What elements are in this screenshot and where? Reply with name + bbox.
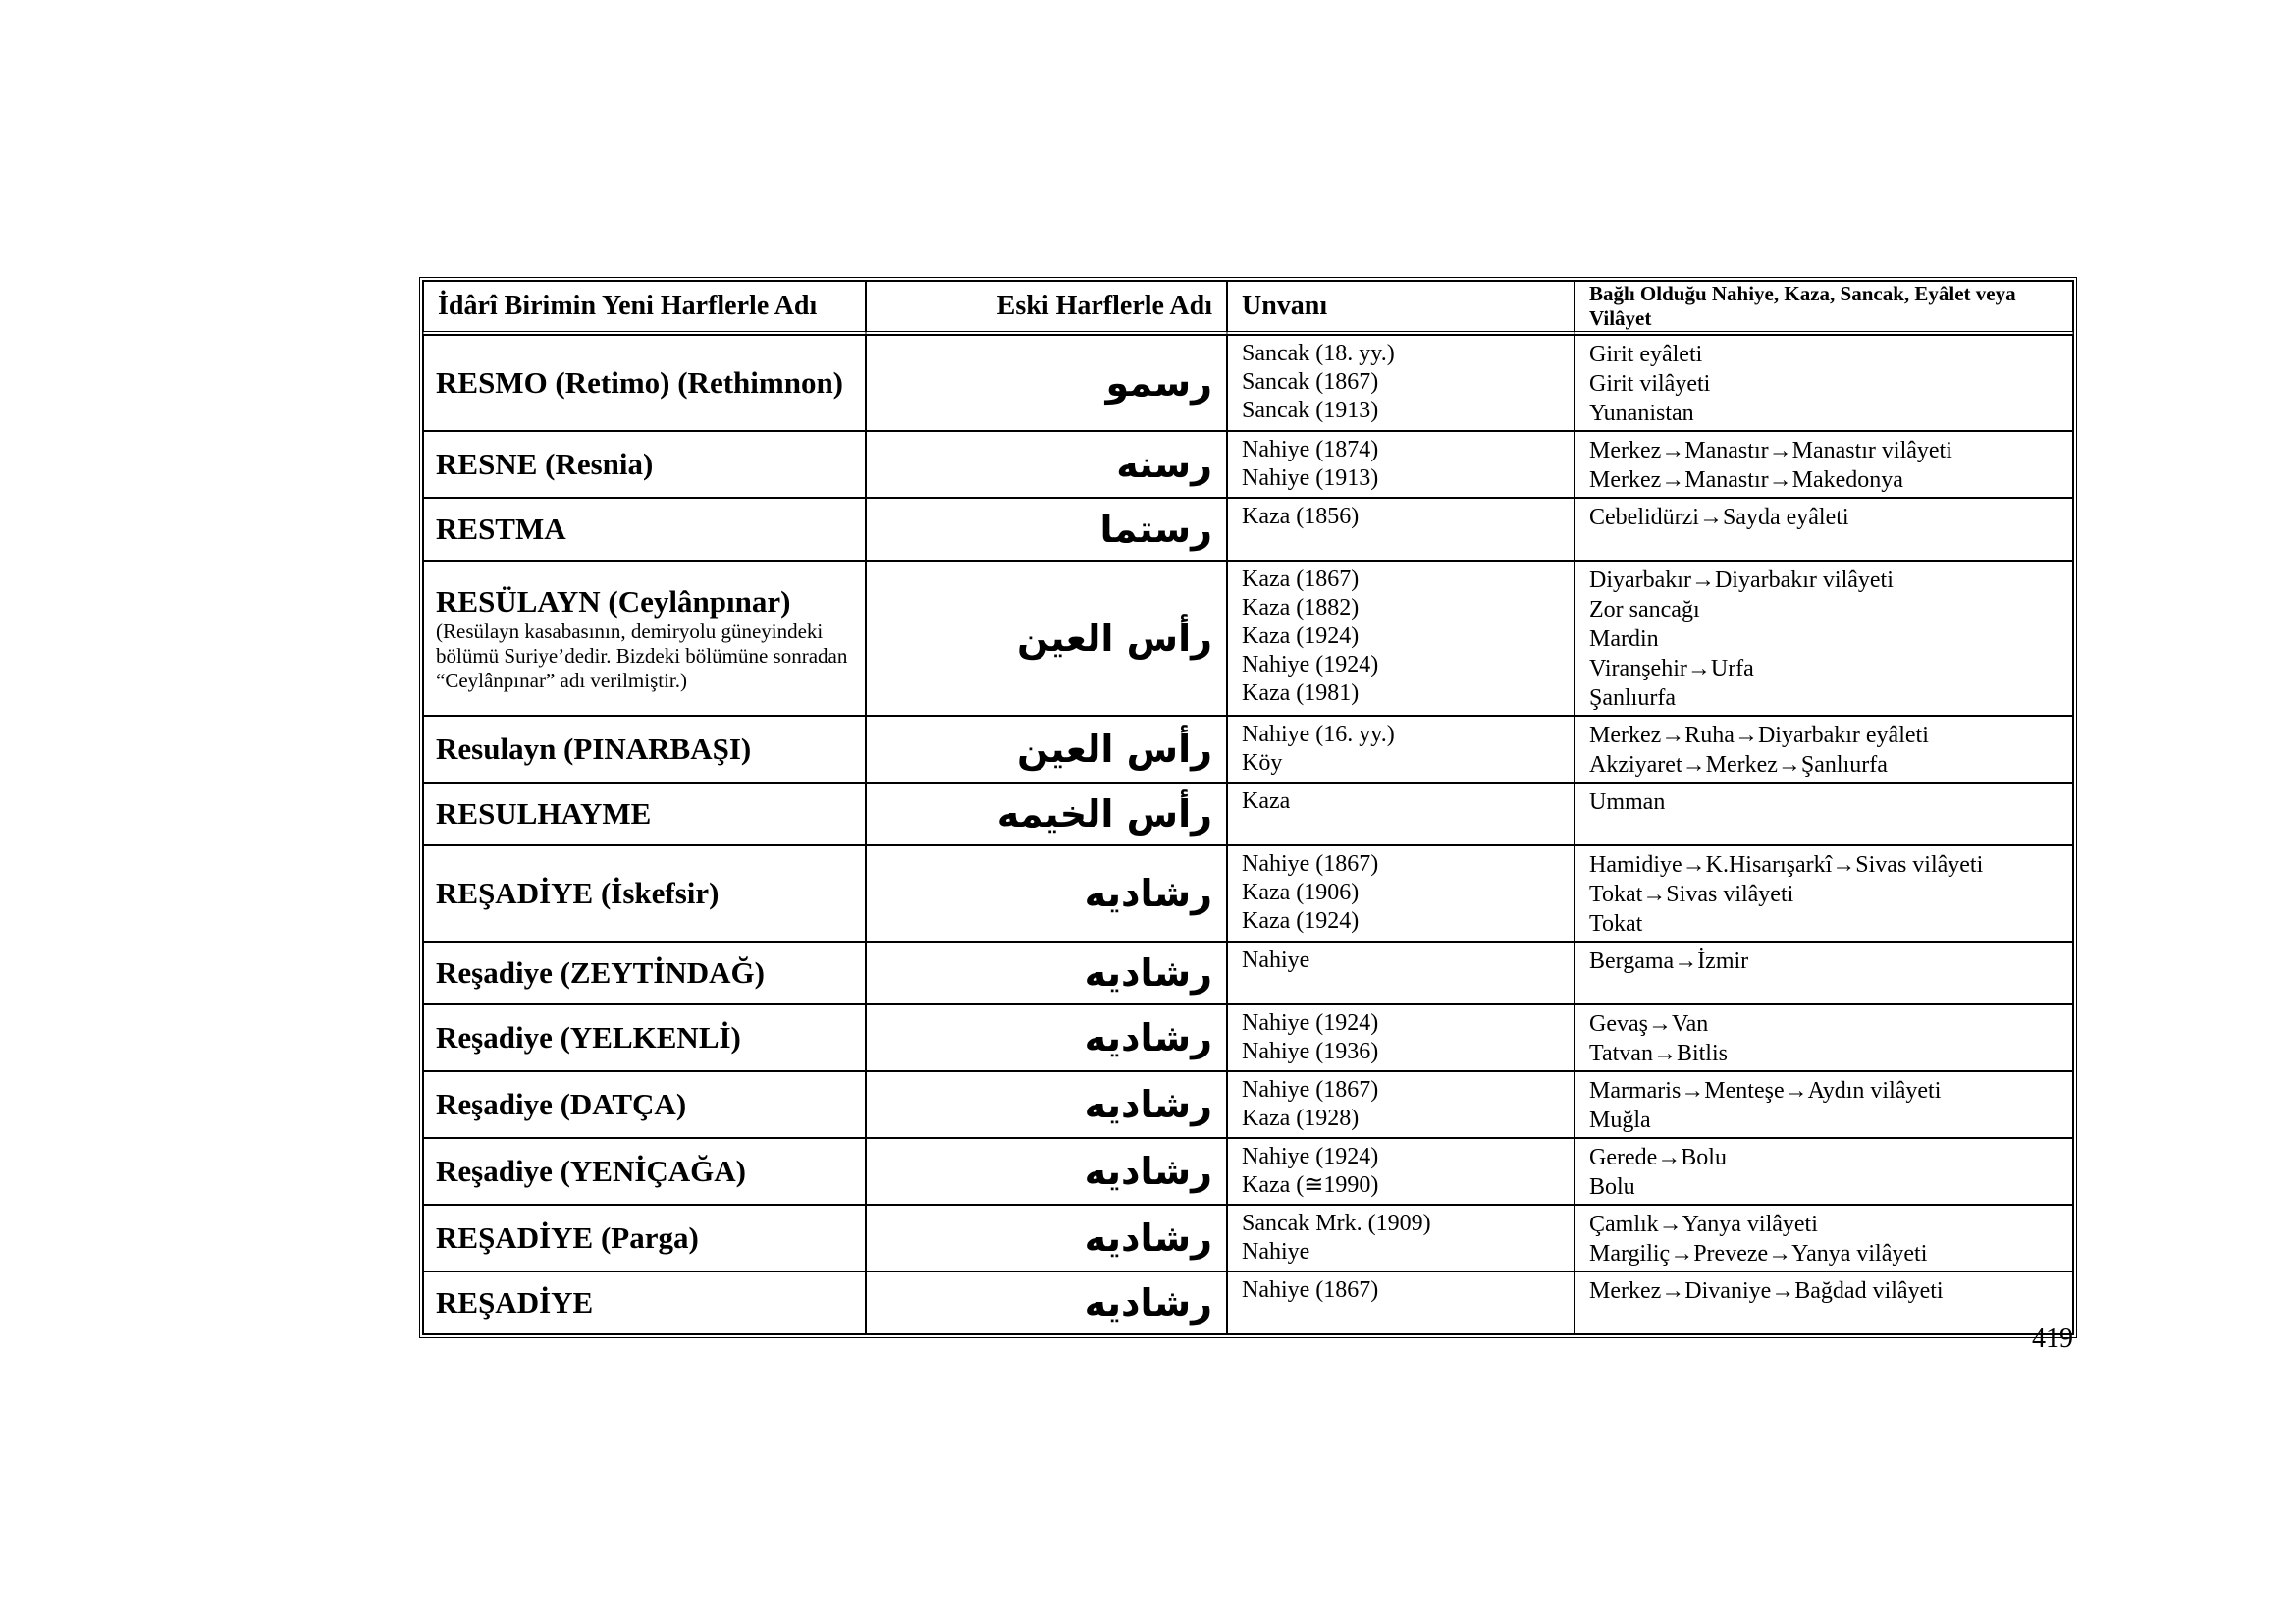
header-old-name: Eski Harflerle Adı [866,281,1227,335]
cell-new-name [423,845,866,942]
cell-parent [1575,783,2073,845]
parent-line: Gerede→Bolu [1589,1145,1727,1170]
ottoman-script-name: رأس العين [1016,617,1212,660]
parent-line: Hamidiye→K.Hisarışarkî→Sivas vilâyeti [1589,852,1984,878]
unit-name: Reşadiye (YELKENLİ) [436,1020,741,1055]
cell-new-name [423,716,866,783]
title-line: Nahiye (1867) [1242,851,1379,877]
cell-old-name [866,1004,1227,1071]
parent-line: Diyarbakır→Diyarbakır vilâyeti [1589,568,1894,593]
cell-parent [1575,561,2073,716]
cell-title [1227,1004,1575,1071]
title-line: Nahiye (1874) [1242,437,1379,462]
cell-new-name [423,783,866,845]
ottoman-script-name: رشاديه [1084,951,1212,995]
table-row [423,1205,2073,1272]
parent-line: Bergama→İzmir [1589,948,1749,974]
title-line: Sancak (18. yy.) [1242,341,1395,366]
title-line: Kaza (1924) [1242,908,1360,934]
cell-parent [1575,1205,2073,1272]
ottoman-script-name: رشاديه [1084,1016,1212,1059]
unit-name: REŞADİYE (Parga) [436,1220,699,1255]
unit-note: (Resülayn kasabasının, demiryolu güneyindeki bölümü Suriye’dedir. Bizdeki bölümüne sonradan “Ceylânpınar” adı verilmiştir.) [436,619,848,692]
parent-line: Merkez→Divaniye→Bağdad vilâyeti [1589,1278,1944,1304]
cell-title [1227,1205,1575,1272]
parent-line: Tatvan→Bitlis [1589,1041,1728,1066]
title-line: Nahiye (1867) [1242,1277,1379,1303]
unit-name: REŞADİYE [436,1285,594,1320]
header-parent: Bağlı Olduğu Nahiye, Kaza, Sancak, Eyâlet veya Vilâyet [1575,281,2073,335]
ottoman-script-name: رشاديه [1084,1150,1212,1193]
title-line: Nahiye (1924) [1242,1010,1379,1036]
title-line: Kaza (1924) [1242,623,1360,649]
cell-new-name [423,1272,866,1334]
unit-name: REŞADİYE (İskefsir) [436,876,720,910]
cell-new-name [423,335,866,431]
parent-line: Şanlıurfa [1589,685,1676,711]
cell-parent [1575,845,2073,942]
unit-name: Reşadiye (DATÇA) [436,1087,687,1121]
title-line: Kaza (1882) [1242,595,1360,621]
cell-parent [1575,1004,2073,1071]
gazetteer-table [419,277,2077,1338]
ottoman-script-name: رأس الخيمه [996,792,1212,836]
unit-name: RESMO (Retimo) (Rethimnon) [436,365,844,400]
title-line: Kaza (1906) [1242,880,1360,905]
cell-parent [1575,716,2073,783]
cell-title [1227,1272,1575,1334]
unit-name: Resulayn (PINARBAŞI) [436,731,752,766]
title-line: Kaza (1928) [1242,1106,1360,1131]
parent-line: Gevaş→Van [1589,1011,1709,1037]
cell-old-name [866,335,1227,431]
unit-name: RESÜLAYN (Ceylânpınar) [436,583,791,619]
title-line: Kaza (≅1990) [1242,1172,1379,1198]
parent-line: Tokat→Sivas vilâyeti [1589,882,1794,907]
cell-old-name [866,1138,1227,1205]
header-title: Unvanı [1227,281,1575,335]
ottoman-script-name: رسنه [1116,443,1212,486]
title-line: Sancak (1867) [1242,369,1379,395]
unit-name: RESULHAYME [436,796,652,831]
cell-new-name [423,1071,866,1138]
cell-title [1227,783,1575,845]
cell-parent [1575,1071,2073,1138]
cell-new-name [423,1004,866,1071]
cell-title [1227,942,1575,1004]
parent-line: Tokat [1589,911,1643,937]
cell-old-name [866,716,1227,783]
cell-title [1227,561,1575,716]
unit-name: RESNE (Resnia) [436,447,654,481]
ottoman-script-name: رشاديه [1084,872,1212,915]
title-line: Nahiye (1924) [1242,652,1379,677]
parent-line: Bolu [1589,1174,1635,1200]
parent-line: Muğla [1589,1108,1651,1133]
title-line: Kaza [1242,788,1291,814]
parent-line: Girit vilâyeti [1589,371,1711,397]
cell-new-name [423,498,866,561]
title-line: Kaza (1856) [1242,504,1360,529]
table-body [423,335,2073,1334]
parent-line: Zor sancağı [1589,597,1700,623]
ottoman-script-name: رشاديه [1084,1083,1212,1126]
cell-old-name [866,561,1227,716]
cell-parent [1575,498,2073,561]
parent-line: Viranşehir→Urfa [1589,656,1754,681]
cell-parent [1575,1138,2073,1205]
parent-line: Marmaris→Menteşe→Aydın vilâyeti [1589,1078,1942,1104]
unit-name: RESTMA [436,512,566,546]
cell-title [1227,1138,1575,1205]
parent-line: Umman [1589,789,1666,815]
cell-old-name [866,942,1227,1004]
table-row [423,431,2073,498]
table-row [423,1071,2073,1138]
cell-parent [1575,942,2073,1004]
title-line: Nahiye [1242,947,1310,973]
cell-title [1227,498,1575,561]
parent-line: Çamlık→Yanya vilâyeti [1589,1212,1818,1237]
parent-line: Margiliç→Preveze→Yanya vilâyeti [1589,1241,1928,1267]
cell-parent [1575,1272,2073,1334]
table-row [423,942,2073,1004]
parent-line: Yunanistan [1589,401,1694,426]
table-row [423,716,2073,783]
title-line: Nahiye (1867) [1242,1077,1379,1103]
cell-old-name [866,1071,1227,1138]
parent-line: Cebelidürzi→Sayda eyâleti [1589,505,1849,530]
title-line: Nahiye [1242,1239,1310,1265]
cell-parent [1575,335,2073,431]
parent-line: Akziyaret→Merkez→Şanlıurfa [1589,752,1888,778]
header-row [423,281,2073,335]
table-header [423,281,2073,335]
unit-name: Reşadiye (YENİÇAĞA) [436,1154,747,1188]
cell-new-name [423,1138,866,1205]
cell-new-name [423,942,866,1004]
cell-new-name [423,431,866,498]
cell-title [1227,716,1575,783]
ottoman-script-name: رشاديه [1084,1217,1212,1260]
parent-line: Mardin [1589,626,1659,652]
title-line: Kaza (1981) [1242,680,1360,706]
title-line: Nahiye (16. yy.) [1242,722,1395,747]
table-row [423,561,2073,716]
cell-old-name [866,431,1227,498]
title-line: Sancak (1913) [1242,398,1379,423]
table-row [423,1272,2073,1334]
title-line: Sancak Mrk. (1909) [1242,1211,1431,1236]
unit-name: Reşadiye (ZEYTİNDAĞ) [436,955,765,990]
ottoman-script-name: رستما [1099,508,1212,551]
parent-line: Girit eyâleti [1589,342,1703,367]
cell-old-name [866,845,1227,942]
table-row [423,498,2073,561]
table-row [423,335,2073,431]
cell-old-name [866,783,1227,845]
cell-old-name [866,1272,1227,1334]
table-row [423,1004,2073,1071]
cell-old-name [866,498,1227,561]
page-number: 419 [2032,1324,2073,1354]
ottoman-script-name: رشاديه [1084,1281,1212,1325]
title-line: Nahiye (1913) [1242,465,1379,491]
table-row [423,783,2073,845]
cell-parent [1575,431,2073,498]
cell-new-name [423,1205,866,1272]
cell-title [1227,335,1575,431]
cell-title [1227,1071,1575,1138]
title-line: Kaza (1867) [1242,567,1360,592]
cell-title [1227,845,1575,942]
table-row [423,1138,2073,1205]
title-line: Köy [1242,750,1283,776]
table-row [423,845,2073,942]
ottoman-script-name: رأس العين [1016,728,1212,771]
parent-line: Merkez→Ruha→Diyarbakır eyâleti [1589,723,1929,748]
cell-title [1227,431,1575,498]
title-line: Nahiye (1936) [1242,1039,1379,1064]
ottoman-script-name: رسمو [1105,361,1212,405]
title-line: Nahiye (1924) [1242,1144,1379,1169]
parent-line: Merkez→Manastır→Makedonya [1589,467,1903,493]
cell-new-name [423,561,866,716]
parent-line: Merkez→Manastır→Manastır vilâyeti [1589,438,1952,463]
header-new-name: İdârî Birimin Yeni Harflerle Adı [423,281,866,335]
cell-old-name [866,1205,1227,1272]
